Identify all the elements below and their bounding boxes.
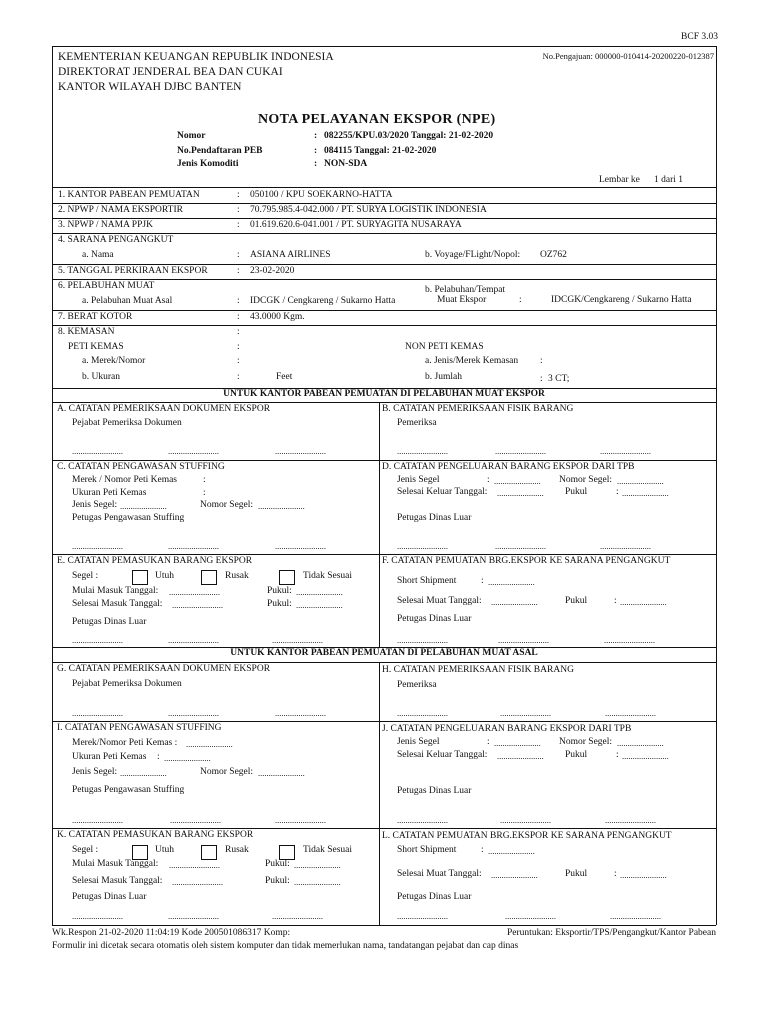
petugas-dinas-luar: Petugas Dinas Luar xyxy=(72,617,147,627)
ppjk-label: 3. NPWP / NAMA PPJK xyxy=(58,220,153,230)
dots: ........................ xyxy=(72,815,123,825)
nomor-label: Nomor xyxy=(177,131,206,141)
dots: ........................ xyxy=(498,635,549,645)
divider xyxy=(52,218,716,219)
ukuran-pk-label: Ukuran Peti Kemas xyxy=(72,488,147,498)
petugas-dinas-luar: Petugas Dinas Luar xyxy=(397,513,472,523)
divider xyxy=(52,828,716,829)
mulai-masuk-label: Mulai Masuk Tanggal: xyxy=(72,586,159,596)
dots: ........................ xyxy=(600,541,651,551)
dots: ........................ xyxy=(170,815,221,825)
dots: ........................ xyxy=(168,708,219,718)
eksportir-label: 2. NPWP / NAMA EKSPORTIR xyxy=(58,205,183,215)
petugas-stuffing: Petugas Pengawasan Stuffing xyxy=(72,785,185,795)
komoditi-label: Jenis Komoditi xyxy=(177,159,239,169)
pemeriksa-label: Pemeriksa xyxy=(397,680,437,690)
colon: : xyxy=(157,752,160,762)
nomor-segel-label: Nomor Segel: xyxy=(200,500,254,510)
jenis-segel-label: Jenis Segel xyxy=(397,737,440,747)
pukul-label: Pukul xyxy=(565,869,588,879)
dots: ...................... xyxy=(617,738,664,748)
colon: : xyxy=(237,327,240,337)
directorate: DIREKTORAT JENDERAL BEA DAN CUKAI xyxy=(58,66,283,78)
rusak-label: Rusak xyxy=(225,845,249,855)
peruntukan: Peruntukan: Eksportir/TPS/Pengangkut/Kantor Pabean xyxy=(507,928,716,938)
dots: ...................... xyxy=(620,597,667,607)
dots: ...................... xyxy=(494,476,541,486)
dots: ........................ xyxy=(397,541,448,551)
utuh-label: Utuh xyxy=(155,845,174,855)
colon: : xyxy=(203,488,206,498)
dots: ........................ xyxy=(169,587,220,597)
colon: : xyxy=(481,576,484,586)
selesai-masuk-label: Selesai Masuk Tanggal: xyxy=(72,876,163,886)
peb-value: 084115 Tanggal: 21-02-2020 xyxy=(324,146,437,156)
dots: ........................ xyxy=(172,600,223,610)
divider xyxy=(52,264,716,265)
voyage-label: b. Voyage/FLight/Nopol: xyxy=(425,250,521,260)
submission-no: No.Pengajuan: 000000-010414-20200220-012387 xyxy=(542,51,714,61)
dots: ...................... xyxy=(296,587,343,597)
rusak-label: Rusak xyxy=(225,571,249,581)
dots: ...................... xyxy=(296,600,343,610)
dots: ........................ xyxy=(397,815,448,825)
dots: ........................ xyxy=(168,911,219,921)
dots: ...................... xyxy=(164,753,211,763)
short-shipment-label: Short Shipment xyxy=(397,845,457,855)
section-h-title: H. CATATAN PEMERIKSAAN FISIK BARANG xyxy=(382,665,574,675)
pemeriksa-label: Pemeriksa xyxy=(397,418,437,428)
dots: ........................ xyxy=(610,911,661,921)
dots: ........................ xyxy=(272,911,323,921)
dots: ........................ xyxy=(172,877,223,887)
section-d-title: D. CATATAN PENGELUARAN BARANG EKSPOR DARI TPB xyxy=(382,462,635,472)
dots: ...................... xyxy=(622,751,669,761)
divider xyxy=(52,721,716,722)
berat-label: 7. BERAT KOTOR xyxy=(58,312,133,322)
muat-asal-label: a. Pelabuhan Muat Asal xyxy=(82,296,173,306)
colon: : xyxy=(314,131,318,141)
petugas-dinas-luar: Petugas Dinas Luar xyxy=(397,614,472,624)
selesai-muat-label: Selesai Muat Tanggal: xyxy=(397,869,482,879)
pukul-label: Pukul: xyxy=(267,599,292,609)
colon: : xyxy=(487,475,490,485)
colon: : xyxy=(614,596,617,606)
dots: ...................... xyxy=(620,870,667,880)
petugas-dinas-luar: Petugas Dinas Luar xyxy=(397,786,472,796)
checkbox-utuh[interactable] xyxy=(132,845,148,860)
short-shipment-label: Short Shipment xyxy=(397,576,457,586)
form-code: BCF 3.03 xyxy=(681,32,718,42)
dots: ...................... xyxy=(617,476,664,486)
dots: ........................ xyxy=(600,446,651,456)
page-title: NOTA PELAYANAN EKSPOR (NPE) xyxy=(258,112,496,127)
frame-top xyxy=(52,46,716,47)
colon: : xyxy=(237,356,240,366)
sarana-label: 4. SARANA PENGANGKUT xyxy=(58,235,174,245)
dots: ...................... xyxy=(120,768,167,778)
divider xyxy=(52,203,716,204)
tanggal-label: 5. TANGGAL PERKIRAAN EKSPOR xyxy=(58,266,208,276)
kemasan-label: 8. KEMASAN xyxy=(58,327,115,337)
dots: ...................... xyxy=(294,860,341,870)
dots: ...................... xyxy=(497,488,544,498)
dots: ...................... xyxy=(622,488,669,498)
pukul-label: Pukul xyxy=(565,596,588,606)
nomor-value: 082255/KPU.03/2020 Tanggal: 21-02-2020 xyxy=(324,131,494,141)
dots: ........................ xyxy=(275,446,326,456)
colon: : xyxy=(616,750,619,760)
divider xyxy=(52,233,716,234)
dots: ........................ xyxy=(168,541,219,551)
tempat-value: IDCGK/Cengkareng / Sukarno Hatta xyxy=(551,295,692,305)
section-a-title: A. CATATAN PEMERIKSAAN DOKUMEN EKSPOR xyxy=(57,404,271,414)
voyage-value: OZ762 xyxy=(540,250,567,260)
checkbox-tidak-sesuai[interactable] xyxy=(279,570,295,585)
dots: ...................... xyxy=(491,597,538,607)
divider xyxy=(52,310,716,311)
segel-label: Segel : xyxy=(72,571,99,581)
divider xyxy=(52,325,716,326)
jenis-segel-label: Jenis Segel: xyxy=(72,767,118,777)
frame-bottom xyxy=(52,925,716,926)
pukul-label: Pukul: xyxy=(265,876,290,886)
dots: ........................ xyxy=(72,541,123,551)
dots: ........................ xyxy=(500,815,551,825)
pukul-label: Pukul: xyxy=(267,586,292,596)
dots: ...................... xyxy=(258,501,305,511)
jenis-segel-label: Jenis Segel: xyxy=(72,500,118,510)
colon: : xyxy=(237,250,240,260)
jumlah-value: 3 CT; xyxy=(548,374,570,384)
tempat-label-2: Muat Ekspor xyxy=(437,295,487,305)
nomor-segel-label: Nomor Segel: xyxy=(559,737,613,747)
dots: ...................... xyxy=(491,870,538,880)
footer-note: Formulir ini dicetak secara otomatis oleh sistem komputer dan tidak memerlukan nama, tandatangan pejabat dan cap dinas xyxy=(52,941,519,951)
divider xyxy=(52,279,716,280)
divider xyxy=(52,554,716,555)
colon: : xyxy=(203,475,206,485)
dots: ...................... xyxy=(120,501,167,511)
section-i-title: I. CATATAN PENGAWASAN STUFFING xyxy=(57,723,222,733)
section-j-title: J. CATATAN PENGELUARAN BARANG EKSPOR DARI TPB xyxy=(382,724,632,734)
dots: ...................... xyxy=(488,846,535,856)
tanggal-value: 23-02-2020 xyxy=(250,266,295,276)
section-k-title: K. CATATAN PEMASUKAN BARANG EKSPOR xyxy=(57,830,254,840)
section2-title: UNTUK KANTOR PABEAN PEMUATAN DI PELABUHAN MUAT ASAL xyxy=(230,648,538,658)
colon: : xyxy=(237,372,240,382)
dots: ........................ xyxy=(168,635,219,645)
colon: : xyxy=(614,869,617,879)
colon: : xyxy=(487,737,490,747)
tempat-label-1: b. Pelabuhan/Tempat xyxy=(425,285,506,295)
kantor-label: 1. KANTOR PABEAN PEMUATAN xyxy=(58,190,200,200)
dots: ........................ xyxy=(495,541,546,551)
dots: ........................ xyxy=(275,541,326,551)
merek-pk-label: Merek/Nomor Peti Kemas : xyxy=(72,738,178,748)
ukuran: b. Ukuran xyxy=(82,372,120,382)
dots: ........................ xyxy=(275,708,326,718)
dots: ........................ xyxy=(169,860,220,870)
dots: ........................ xyxy=(604,635,655,645)
divider xyxy=(52,662,716,663)
dots: ........................ xyxy=(397,708,448,718)
dots: ........................ xyxy=(72,708,123,718)
komoditi-value: NON-SDA xyxy=(324,159,368,169)
response-info: Wk.Respon 21-02-2020 11:04:19 Kode 200501086317 Komp: xyxy=(52,928,291,938)
nomor-segel-label: Nomor Segel: xyxy=(559,475,613,485)
divider xyxy=(52,402,716,403)
checkbox-tidak-sesuai[interactable] xyxy=(279,845,295,860)
dots: ........................ xyxy=(72,446,123,456)
pukul-label: Pukul: xyxy=(265,859,290,869)
office: KANTOR WILAYAH DJBC BANTEN xyxy=(58,81,242,93)
ukuran-pk-label: Ukuran Peti Kemas xyxy=(72,752,147,762)
dots: ........................ xyxy=(397,911,448,921)
section1-title: UNTUK KANTOR PABEAN PEMUATAN DI PELABUHAN MUAT EKSPOR xyxy=(223,389,545,399)
selesai-masuk-label: Selesai Masuk Tanggal: xyxy=(72,599,163,609)
jenis-merek: a. Jenis/Merek Kemasan xyxy=(425,356,519,366)
colon: : xyxy=(314,146,318,156)
dots: ........................ xyxy=(168,446,219,456)
colon: : xyxy=(481,845,484,855)
feet: Feet xyxy=(276,372,293,382)
colon: : xyxy=(237,190,240,200)
pejabat-label: Pejabat Pemeriksa Dokumen xyxy=(72,418,182,428)
sheet-label: Lembar ke xyxy=(599,175,640,185)
dots: ...................... xyxy=(494,738,541,748)
colon: : xyxy=(540,374,543,384)
checkbox-rusak[interactable] xyxy=(201,570,217,585)
jenis-segel-label: Jenis Segel xyxy=(397,475,440,485)
checkbox-utuh[interactable] xyxy=(132,570,148,585)
colon: : xyxy=(616,487,619,497)
tidak-sesuai-label: Tidak Sesuai xyxy=(303,845,353,855)
selesai-keluar-label: Selesai Keluar Tanggal: xyxy=(397,750,488,760)
pukul-label: Pukul xyxy=(565,750,588,760)
column-divider xyxy=(379,662,380,925)
dots: ...................... xyxy=(186,739,233,749)
colon: : xyxy=(540,356,543,366)
dots: ........................ xyxy=(500,708,551,718)
dots: ........................ xyxy=(495,446,546,456)
section-b-title: B. CATATAN PEMERIKSAAN FISIK BARANG xyxy=(382,404,574,414)
dots: ........................ xyxy=(605,815,656,825)
dots: ...................... xyxy=(488,577,535,587)
utuh-label: Utuh xyxy=(155,571,174,581)
dots: ........................ xyxy=(505,911,556,921)
dots: ........................ xyxy=(605,708,656,718)
ppjk-value: 01.619.620.6-041.001 / PT. SURYAGITA NUSARAYA xyxy=(250,220,462,230)
colon: : xyxy=(237,312,240,322)
selesai-keluar-label: Selesai Keluar Tanggal: xyxy=(397,487,488,497)
dots: ........................ xyxy=(397,635,448,645)
checkbox-rusak[interactable] xyxy=(201,845,217,860)
merek-pk-label: Merek / Nomor Peti Kemas xyxy=(72,475,178,485)
tidak-sesuai-label: Tidak Sesuai xyxy=(303,571,353,581)
eksportir-value: 70.795.985.4-042.000 / PT. SURYA LOGISTIK INDONESIA xyxy=(250,205,487,215)
dots: ........................ xyxy=(72,635,123,645)
peti-kemas: PETI KEMAS xyxy=(68,342,124,352)
column-divider xyxy=(379,402,380,647)
muat-asal-value: IDCGK / Cengkareng / Sukarno Hatta xyxy=(250,296,396,306)
pukul-label: Pukul xyxy=(565,487,588,497)
colon: : xyxy=(237,296,240,306)
petugas-dinas-luar: Petugas Dinas Luar xyxy=(72,892,147,902)
dots: ........................ xyxy=(272,635,323,645)
section-l-title: L. CATATAN PEMUATAN BRG.EKSPOR KE SARANA PENGANGKUT xyxy=(382,831,672,841)
section-f-title: F. CATATAN PEMUATAN BRG.EKSPOR KE SARANA PENGANGKUT xyxy=(382,556,671,566)
sheet-value: 1 dari 1 xyxy=(654,175,684,185)
divider xyxy=(52,187,716,188)
dots: ........................ xyxy=(397,446,448,456)
divider xyxy=(52,460,716,461)
berat-value: 43.0000 Kgm. xyxy=(250,312,305,322)
pelabuhan-label: 6. PELABUHAN MUAT xyxy=(58,281,155,291)
segel-label: Segel : xyxy=(72,845,99,855)
section-g-title: G. CATATAN PEMERIKSAAN DOKUMEN EKSPOR xyxy=(57,664,271,674)
pejabat-label: Pejabat Pemeriksa Dokumen xyxy=(72,679,182,689)
petugas-dinas-luar: Petugas Dinas Luar xyxy=(397,892,472,902)
dots: ...................... xyxy=(497,751,544,761)
non-peti-kemas: NON PETI KEMAS xyxy=(405,342,484,352)
merek-nomor: a. Merek/Nomor xyxy=(82,356,146,366)
section-c-title: C. CATATAN PENGAWASAN STUFFING xyxy=(57,462,225,472)
dots: ...................... xyxy=(294,877,341,887)
dots: ........................ xyxy=(72,911,123,921)
ministry: KEMENTERIAN KEUANGAN REPUBLIK INDONESIA xyxy=(58,51,334,63)
mulai-masuk-label: Mulai Masuk Tanggal: xyxy=(72,859,159,869)
colon: : xyxy=(314,159,318,169)
peb-label: No.Pendaftaran PEB xyxy=(177,146,263,156)
nama-label: a. Nama xyxy=(82,250,114,260)
petugas-stuffing: Petugas Pengawasan Stuffing xyxy=(72,513,185,523)
nomor-segel-label: Nomor Segel: xyxy=(200,767,254,777)
jumlah: b. Jumlah xyxy=(425,372,462,382)
colon: : xyxy=(237,266,240,276)
dots: ...................... xyxy=(258,768,305,778)
frame-right xyxy=(716,46,717,925)
colon: : xyxy=(237,220,240,230)
colon: : xyxy=(519,295,522,305)
section-e-title: E. CATATAN PEMASUKAN BARANG EKSPOR xyxy=(57,556,253,566)
colon: : xyxy=(237,205,240,215)
nama-value: ASIANA AIRLINES xyxy=(250,250,331,260)
colon: : xyxy=(237,342,240,352)
frame-left xyxy=(52,46,53,925)
dots: ........................ xyxy=(275,815,326,825)
selesai-muat-label: Selesai Muat Tanggal: xyxy=(397,596,482,606)
kantor-value: 050100 / KPU SOEKARNO-HATTA xyxy=(250,190,393,200)
